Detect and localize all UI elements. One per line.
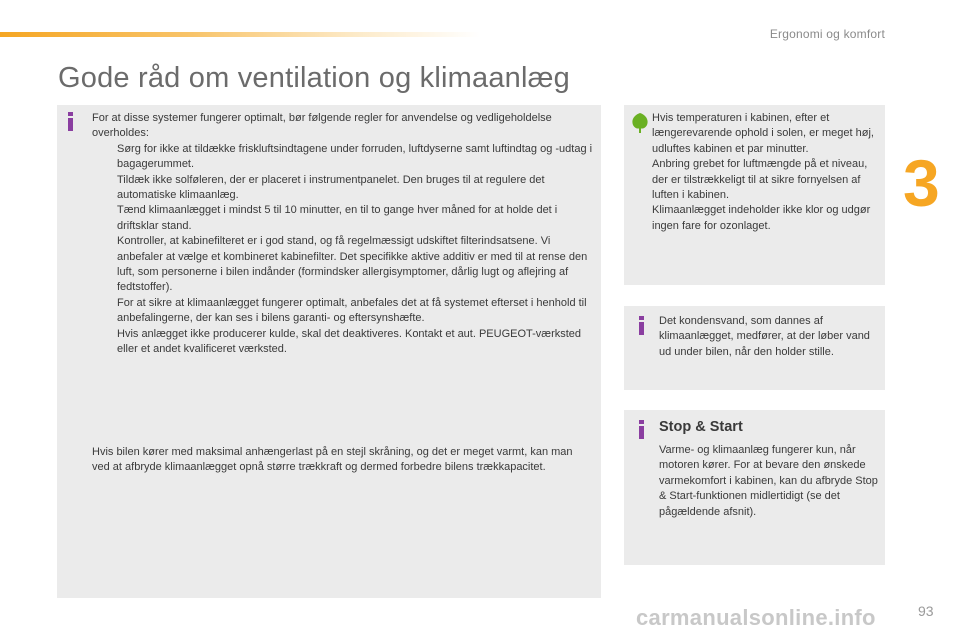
list-item: Hvis anlægget ikke producerer kulde, skal det deaktiveres. Kontakt et aut. PEUGEOT-værksted eller et andet kvalificeret værksted. [117,327,582,356]
chapter-number: 3 [903,146,940,220]
list-item: Tildæk ikke solføleren, der er placeret i instrumentpanelet. Den bruges til at regulere det automatiske klimaanlæg. [117,173,545,202]
list-item: Sørg for ikke at tildække friskluftsindtagene under forruden, luftdyserne samt luftindtag og -udtag i bagagerummet. [117,142,593,171]
section-label: Ergonomi og komfort [769,27,885,41]
info-icon [67,112,74,132]
info-icon [638,420,645,440]
info-icon [638,316,645,336]
stop-start-title: Stop & Start [659,419,743,435]
stop-start-text: Varme- og klimaanlæg fungerer kun, når motoren kører. For at bevare den ønskede varmekomfort i kabinen, kan du afbryde Stop & Start-funktionen midlertidigt (se det pågældende afsnit). [659,444,878,518]
page-title: Gode råd om ventilation og klimaanlæg [58,62,570,94]
condensation-text: Det kondensvand, som dannes af klimaanlægget, medfører, at der løber vand ud under bilen, når den holder stille. [659,315,870,358]
main-panel-content [92,111,597,358]
list-item: Kontroller, at kabinefilteret er i god stand, og få regelmæssigt udskiftet filterindsatsene. Vi anbefaler at vælge et kombineret kabinefilter. Det specifikke aktive additiv er med til at rense den luft, som personerne i bilen indånder (formindsker allergisymptomer, dårlig lugt og aflejring af fedtstoffer). [117,235,588,294]
main-intro-text: For at disse systemer fungerer optimalt, bør følgende regler for anvendelse og vedligeholdelse overholdes: [92,112,552,140]
leaf-icon [630,112,650,134]
list-item: Tænd klimaanlægget i mindst 5 til 10 minutter, en til to gange hver måned for at holde det i driftsklar stand. [117,204,558,232]
page-number: 93 [918,603,934,619]
care-tips-list [92,142,597,358]
towing-note: Hvis bilen kører med maksimal anhængerlast på en stejl skråning, og det er meget varmt, kan man ved at afbryde klimaanlægget opnå større trækkraft og dermed forbedre bilens trækkapacitet. [92,446,573,474]
eco-tip-text: Hvis temperaturen i kabinen, efter et længerevarende ophold i solen, er meget høj, udluftes kabinen et par minutter. Anbring grebet for luftmængde på et niveau, der er tilstrækkeligt til at sikre fornyelsen af luften i kabinen. Klimaanlægget indeholder ikke klor og udgør ingen fare for ozonlaget. [652,112,874,232]
header-accent-bar [0,32,480,37]
list-item: For at sikre at klimaanlægget fungerer optimalt, anbefales det at få systemet efterset i henhold til anbefalingerne, der kan ses i bilens garanti- og eftersynshæfte. [117,296,587,325]
watermark: carmanualsonline.info [636,605,876,630]
